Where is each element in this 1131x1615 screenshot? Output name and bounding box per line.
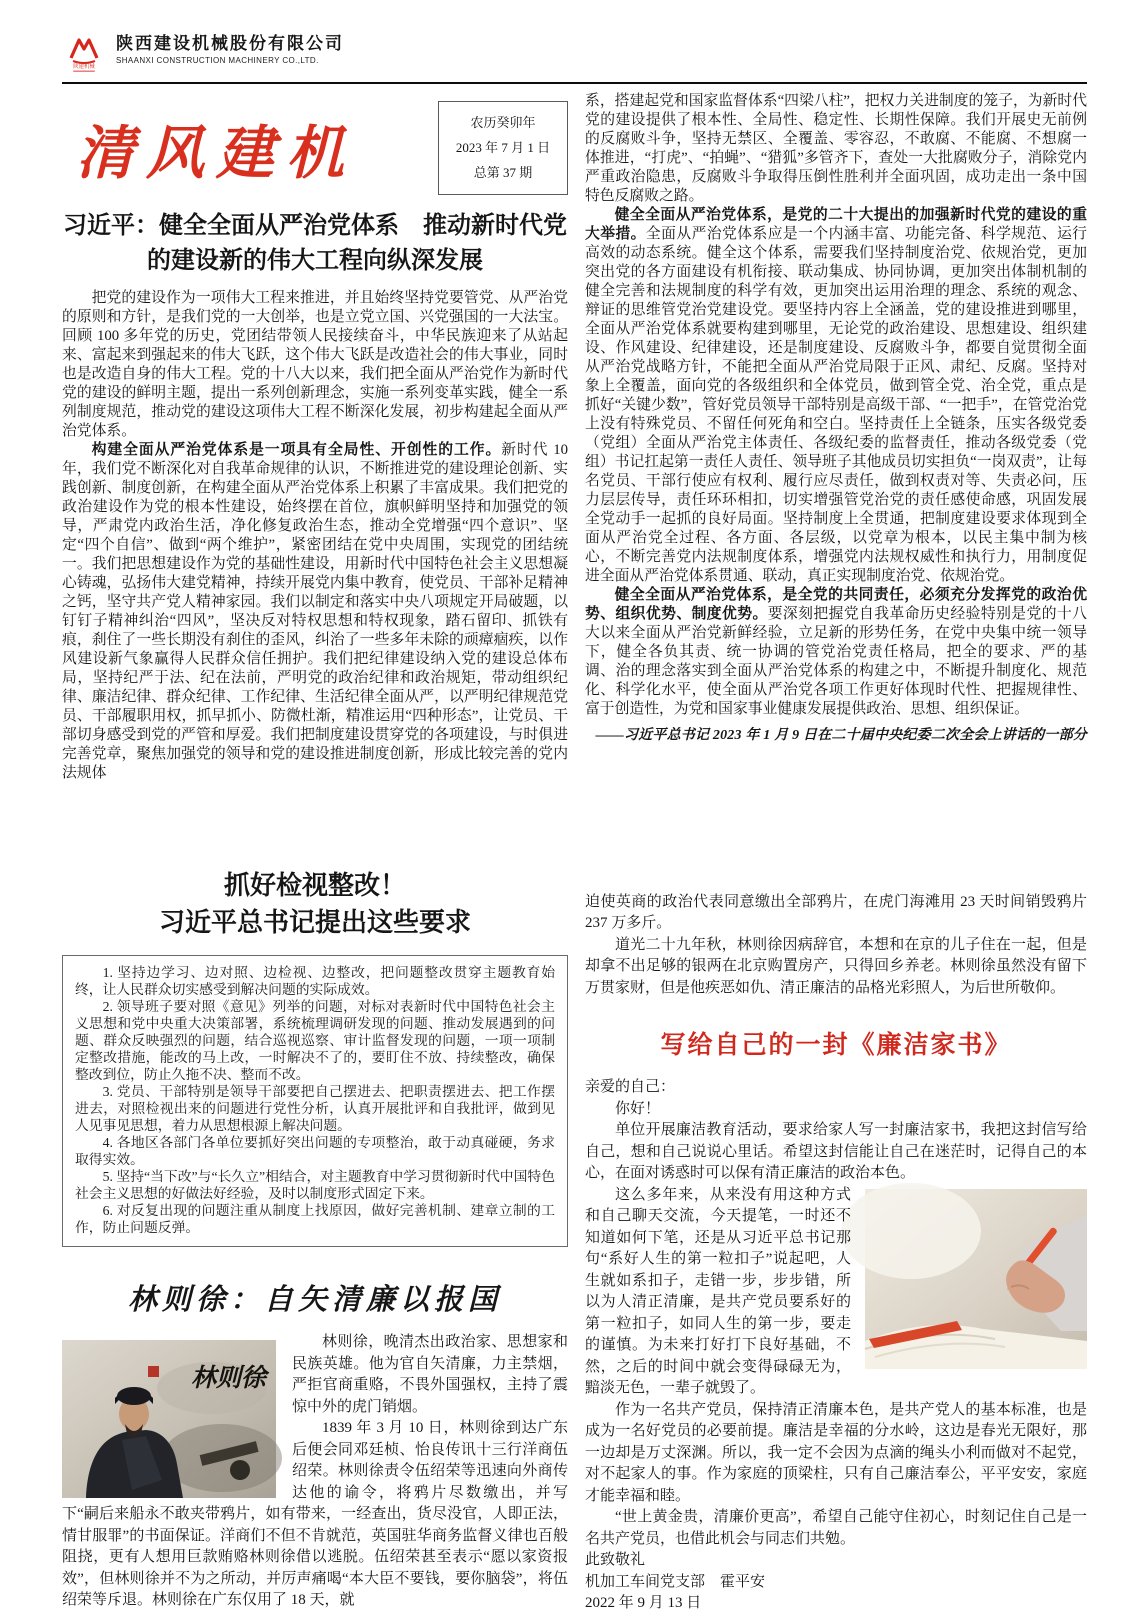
lead-article-body-left xyxy=(62,289,568,783)
linzexu-continuation xyxy=(585,892,1087,1000)
requirement-item: 5. 坚持“当下改”与“长久立”相结合，对主题教育中学习贯彻新时代中国特色社会主义思想的好做法好经验，及时以制度形式固定下来。 xyxy=(75,1169,555,1201)
linzexu-paragraph-continuation: 迫使英商的政治代表同意缴出全部鸦片，在虎门海滩用 23 天时间销毁鸦片 237 万多斤。 xyxy=(585,893,1087,932)
paragraph-text: 要深刻把握党自我革命历史经验特别是党的十八大以来全面从严治党新鲜经验，立足新的形势任务，在党中央集中统一领导下，健全各负其责、统一协调的管党治党责任格局，把全的要求、严的基调、治的理念落实到全面从严治党体系的构建之中，不断提升制度化、规范化、科学化水平，使全面从严治党各项工作更好体现时代性、把握规律性、富于创造性，为党和国家事业健康发展提供政治、思想、组织保证。 xyxy=(585,605,1087,717)
paragraph-text: 系，搭建起党和国家监督体系“四梁八柱”，把权力关进制度的笼子，为新时代党的建设提供了根本性、全局性、稳定性、长期性保障。我们开展史无前例的反腐败斗争，坚持无禁区、全覆盖、零容忍，不敢腐、不能腐、不想腐一体推进，“打虎”、“拍蝇”、“猎狐”多管齐下，查处一大批腐败分子，消除党内严重政治隐患，反腐败斗争取得压倒性胜利并全面巩固，成功走出一条中国特色反腐败之路。 xyxy=(585,92,1087,204)
lead-article-title-line1: 习近平：健全全面从严治党体系 推动新时代党 xyxy=(63,211,567,239)
left-column xyxy=(62,92,568,1615)
paragraph-lead: 构建全面从严治党体系是一项具有全局性、开创性的工作。 xyxy=(91,441,502,458)
article-paragraph-continuation xyxy=(585,92,1087,206)
letter-paragraph: 这么多年来，从来没有用这种方式和自己聊天交流，今天提笔，一时还不知道如何下笔，还是从习近平总书记那句“系好人生的第一粒扣子”说起吧，人生就如系扣子，走错一步，步步错，所以为人清正清廉，是共产党员要系好的第一粒扣子，如同人生的第一步，要走的谨慎。为未来打好打下良好基础，不然，之后的时间中就会变得碌碌无为，黯淡无色，一辈子就毁了。 xyxy=(585,1186,851,1397)
paragraph-text: 全面从严治党体系应是一个内涵丰富、功能完备、科学规范、运行高效的动态系统。健全这个体系，需要我们坚持制度治党、依规治党，更加突出党的各方面建设有机衔接、联动集成、协同协调，更加突出体制机制的健全完善和法规制度的科学有效，更加突出运用治理的理念、系统的观念、辩证的思维管党治党建设党。要坚持内容上全涵盖，党的建设推进到哪里，全面从严治党体系就要构建到哪里，无论党的政治建设、思想建设、组织建设、作风建设、纪律建设，还是制度建设、反腐败斗争，都要自觉贯彻全面从严治党战略方针，不能把全面从严治党局限于正风、肃纪、反腐。坚持对象上全覆盖，面向党的各级组织和全体党员，做到管全党、治全党，重点是抓好“关键少数”，管好党员领导干部特别是高级干部、“一把手”，在管党治党上没有特殊党员、不留任何死角和空白。坚持责任上全链条，压实各级党委（党组）全面从严治党主体责任、各级纪委的监督责任，推动各级党委（党组）书记扛起第一责任人责任、领导班子其他成员切实担负“一岗双责”，让每名党员、干部行使应有权利、履行应尽责任，做到权责对等、失责必问，压力层层传导，责任环环相扣，切实增强管党治党的责任感使命感，巩固发展全党动手一起抓的良好局面。坚持制度上全贯通，把制度建设要求体现到全面从严治党全过程、各方面、各层级，以党章为根本，以民主集中制为核心，不断完善党内法规制度体系，增强党内法规权威性和执行力，用制度促进全面从严治党体系贯通、联动，真正实现制度治党、依规治党。 xyxy=(585,225,1087,584)
masthead-row xyxy=(62,102,568,194)
inspection-title-line1: 抓好检视整改！ xyxy=(223,869,406,900)
linzexu-paragraph: 林则徐，晚清杰出政治家、思想家和民族英雄。他为官自矢清廉，力主禁烟，严拒官商重赂，不畏外国强权，主持了震惊中外的虎门销烟。 xyxy=(292,1334,568,1415)
linzexu-paragraph: 道光二十九年秋，林则徐因病辞官，本想和在京的儿子住在一起，但是却拿不出足够的银两在北京购置房产，只得回乡养老。林则徐虽然没有留下万贯家财，但是他疾恶如仇、清正廉洁的品格光彩照人，为后世所敬仰。 xyxy=(585,936,1087,996)
lead-article-title-line2: 的建设新的伟大工程向纵深发展 xyxy=(147,247,483,275)
requirement-item: 6. 对反复出现的问题注重从制度上找原因，做好完善机制、建章立制的工作，防止问题反弹。 xyxy=(75,1203,555,1235)
letter-date: 2022 年 9 月 13 日 xyxy=(585,1595,702,1612)
logo-small-text: 陕建机械 xyxy=(73,64,95,70)
company-logo xyxy=(62,34,106,72)
page-header xyxy=(62,34,1087,84)
company-logo-icon xyxy=(66,34,102,64)
issue-info-box xyxy=(438,101,568,195)
requirement-item: 3. 党员、干部特别是领导干部要把自己摆进去、把职责摆进去、把工作摆进去，对照检视出来的问题进行党性分析，认真开展批评和自我批评，做到见人见事见思想，着力从思想根源上解决问题。 xyxy=(75,1084,555,1133)
paragraph-text: 把党的建设作为一项伟大工程来推进，并且始终坚持党要管党、从严治党的原则和方针，是我们党的一大创举，也是立党立国、兴党强国的一大法宝。回顾 100 多年党的历史，党团结带领人民接续奋斗，中华民族迎来了从站起来、富起来到强起来的伟大飞跃，这个伟大飞跃是改造社会的伟大事业，同时也是改造自身的伟大工程。党的十八大以来，我们把全面从严治党作为新时代党的建设的鲜明主题，提出一系列创新理念，实施一系列变革实践，健全一系列制度规范，推动党的建设这项伟大工程不断深化发展，初步构建起全面从严治党体系。 xyxy=(62,289,568,439)
masthead-title: 清风建机 xyxy=(76,120,357,186)
requirements-box xyxy=(62,955,568,1247)
inspection-section xyxy=(62,867,568,1612)
letter-closing: 此致敬礼 xyxy=(585,1552,646,1569)
right-column xyxy=(585,92,1087,1615)
inspection-title xyxy=(62,867,568,942)
inspection-title-line2: 习近平总书记提出这些要求 xyxy=(158,907,471,938)
lead-article-body-right xyxy=(585,92,1087,744)
linzexu-story-left xyxy=(62,1332,568,1612)
paragraph-lead: 健全全面从严治党体系，是全党的共同责任，必须充分发挥党的政治优势、组织优势、制度优势。 xyxy=(585,586,1087,622)
letter-paragraph: “世上黄金贵，清廉价更高”，希望自己能守住初心，时刻记住自己是一名共产党员，也借此机会与同志们共勉。 xyxy=(585,1509,1087,1547)
company-name-en: SHAANXI CONSTRUCTION MACHINERY CO.,LTD. xyxy=(116,55,319,65)
letter-salutation: 亲爱的自己： xyxy=(585,1079,676,1096)
linzexu-paragraph: 1839 年 3 月 10 日，林则徐到达广东后便会同邓廷桢、怡良传讯十三行洋商伍绍荣。林则徐责令伍绍荣等迅速向外商传达他的谕令，将鸦片尽数缴出，并写下“嗣后来船永不敢夹带鸦片，如有带来，一经查出，货尽没官，人即正法，情甘服罪”的书面保证。洋商们不但不肯就范，英国驻华商务监督义律也百般阻挠，更有人想用巨款贿赂林则徐借以逃脱。伍绍荣甚至表示“愿以家资报效”，但林则徐并不为之所动，并厉声痛喝“本大臣不要钱，要你脑袋”，将伍绍荣等斥退。林则徐在广东仅用了 18 天，就 xyxy=(62,1420,568,1608)
letter-paragraph: 作为一名共产党员，保持清正清廉本色，是共产党人的基本标准，也是成为一名好党员的必要前提。廉洁是幸福的分水岭，这边是春光无限好，那一边却是万丈深渊。所以，我一定不会因为点滴的绳头小利而做对不起党，对不起家人的事。作为家庭的顶梁柱，只有自己廉洁奉公，平平安安，家庭才能幸福和睦。 xyxy=(585,1401,1087,1504)
painting-inscription: 林则徐 xyxy=(190,1365,266,1392)
letter-signature: 机加工车间党支部 霍平安 xyxy=(585,1573,766,1590)
issue-lunar-year: 农历癸卯年 xyxy=(470,114,536,130)
linzexu-painting xyxy=(62,1340,276,1498)
linzexu-story-right xyxy=(585,892,1087,1615)
lead-article-title xyxy=(62,208,568,279)
letter-body xyxy=(585,1077,1087,1615)
letter-greeting: 你好！ xyxy=(615,1100,661,1117)
linzexu-title: 林则徐：自矢清廉以报国 xyxy=(127,1284,502,1316)
letter-paragraph: 单位开展廉洁教育活动，要求给家人写一封廉洁家书，我把这封信写给自己，想和自己说说心里话。希望这封信能让自己在迷茫时，记得自己的本心，在面对诱惑时可以保有清正廉洁的政治本色。 xyxy=(585,1122,1087,1182)
article-paragraph xyxy=(585,206,1087,586)
company-name-cn: 陕西建设机械股份有限公司 xyxy=(116,34,344,53)
company-name-block xyxy=(116,34,344,65)
article-paragraph xyxy=(62,289,568,441)
issue-number: 总第 37 期 xyxy=(473,165,533,181)
article-paragraph xyxy=(585,586,1087,719)
paragraph-lead: 健全全面从严治党体系，是党的二十大提出的加强新时代党的建设的重大举措。 xyxy=(585,206,1087,242)
paragraph-text: 新时代 10 年，我们党不断深化对自我革命规律的认识，不断推进党的建设理论创新、实践创新、制度创新，在构建全面从严治党体系上积累了丰富成果。我们把党的政治建设作为党的根本性建设，始终摆在首位，旗帜鲜明坚持和加强党的领导，严肃党内政治生活，净化修复政治生态，推动全党增强“四个意识”、坚定“四个自信”、做到“两个维护”，紧密团结在党中央周围，实现党的团结统一。我们把思想建设作为党的基础性建设，用新时代中国特色社会主义思想凝心铸魂，弘扬伟大建党精神，持续开展党内集中教育，使党员、干部补足精神之钙，坚守共产党人精神家园。我们以制定和落实中央八项规定开局破题，以钉钉子精神纠治“四风”，坚决反对特权思想和特权现象，踏石留印、抓铁有痕，刹住了一些长期没有刹住的歪风，纠治了一些多年未除的顽瘴痼疾，以作风建设新气象赢得人民群众信任拥护。我们把纪律建设纳入党的建设总体布局，坚持纪严于法、纪在法前，严明党的政治纪律和政治规矩，带动组织纪律、廉洁纪律、群众纪律、工作纪律、生活纪律全面从严，以严明纪律规范党员、干部履职用权，抓早抓小、防微杜渐，精准运用“四种形态”，让党员、干部切身感受到党的严管和厚爱。我们把制度建设贯穿党的各项建设，与时俱进完善党章，聚焦加强党的领导和党的建设推进制度创新，形成比较完善的党内法规体 xyxy=(62,441,568,781)
requirement-item: 2. 领导班子要对照《意见》列举的问题，对标对表新时代中国特色社会主义思想和党中央重大决策部署，系统梳理调研发现的问题、推动发展遇到的问题、群众反映强烈的问题，结合巡视巡察、审计监督发现的问题，一项一项制定整改措施，能改的马上改，一时解决不了的，要盯住不放、持续整改，确保整改到位，防止久拖不决、整而不改。 xyxy=(75,999,555,1082)
requirement-item: 4. 各地区各部门各单位要抓好突出问题的专项整治，敢于动真碰硬，务求取得实效。 xyxy=(75,1135,555,1167)
letter-title: 写给自己的一封《廉洁家书》 xyxy=(660,1032,1012,1060)
writing-hand-photo xyxy=(865,1189,1087,1369)
article-paragraph xyxy=(62,441,568,783)
issue-date: 2023 年 7 月 1 日 xyxy=(455,139,551,155)
article-attribution: ——习近平总书记 2023 年 1 月 9 日在二十届中央纪委二次全会上讲话的一部分 xyxy=(595,727,1087,743)
requirement-item: 1. 坚持边学习、边对照、边检视、边整改，把问题整改贯穿主题教育始终，让人民群众切实感受到解决问题的实际成效。 xyxy=(75,965,555,997)
